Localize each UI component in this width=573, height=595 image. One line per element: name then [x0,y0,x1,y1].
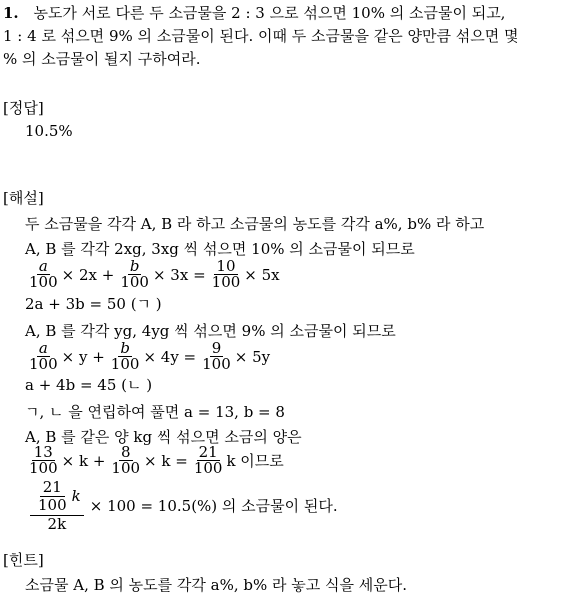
solution-step-2: A, B 를 각각 2xg, 3xg 씩 섞으면 10% 의 소금물이 되므로 [25,240,415,258]
equation-1: $\frac{a}{100}$ × 2x + $\frac{b}{100}$ × 3x = $\frac{10}{100}$ × 5x [29,257,280,291]
hint-text: 소금물 A, B 의 농도를 각각 a%, b% 라 놓고 식을 세운다. [25,576,407,594]
fraction: $\frac{10}{100}$ [211,257,241,291]
equation-1-result: 2a + 3b = 50 (ㄱ ) [25,295,162,313]
problem-line-1 [3,2,505,23]
answer-header: [정답] [3,99,44,117]
fraction: $\frac{21}{100}$ [38,478,67,514]
fraction: $\frac{13}{100}$ [29,443,58,477]
fraction: $\frac{9}{100}$ [202,339,231,373]
solution-step-1: 두 소금물을 각각 A, B 라 하고 소금물의 농도를 각각 a%, b% 라 하고 [25,215,485,233]
fraction: $\frac{a}{100}$ [29,257,58,291]
equation-3: $\frac{13}{100}$ × k + $\frac{8}{100}$ × k = $\frac{21}{100}$ k 이므로 [29,443,284,477]
fraction: $\frac{b}{100}$ [110,339,140,373]
equation-2: $\frac{a}{100}$ × y + $\frac{b}{100}$ × 4y = $\frac{9}{100}$ × 5y [29,339,271,373]
solution-step-5: A, B 를 같은 양 kg 씩 섞으면 소금의 양은 [25,428,302,446]
problem-number: 1. [3,4,19,22]
fraction: $\frac{a}{100}$ [29,339,58,373]
solution-step-4: ㄱ, ㄴ 을 연립하여 풀면 a = 13, b = 8 [25,403,285,421]
solution-header: [해설] [3,189,44,207]
fraction: $\frac{21}{100}$ [193,443,223,477]
answer-value: 10.5% [25,122,73,140]
problem-text-3: % 의 소금물이 될지 구하여라. [3,50,201,68]
fraction: $\frac{b}{100}$ [120,257,149,291]
fraction: $\frac{8}{100}$ [111,443,141,477]
solution-step-3: A, B 를 각각 yg, 4yg 씩 섞으면 9% 의 소금물이 되므로 [25,322,396,340]
hint-header: [힌트] [3,551,44,569]
problem-text-2: 1 : 4 로 섞으면 9% 의 소금물이 된다. 이때 두 소금물을 같은 양만큼 섞으면 몇 [3,27,519,45]
equation-4: $\frac{21}{100}$ k 2k × 100 = 10.5(%) 의 소금물이 된다. [28,478,340,533]
problem-text-1: 농도가 서로 다른 두 소금물을 2 : 3 으로 섞으면 10% 의 소금물이 되고, [33,4,506,22]
compound-fraction: $\frac{21}{100}$ k 2k [30,478,84,533]
equation-2-result: a + 4b = 45 (ㄴ ) [25,376,153,394]
